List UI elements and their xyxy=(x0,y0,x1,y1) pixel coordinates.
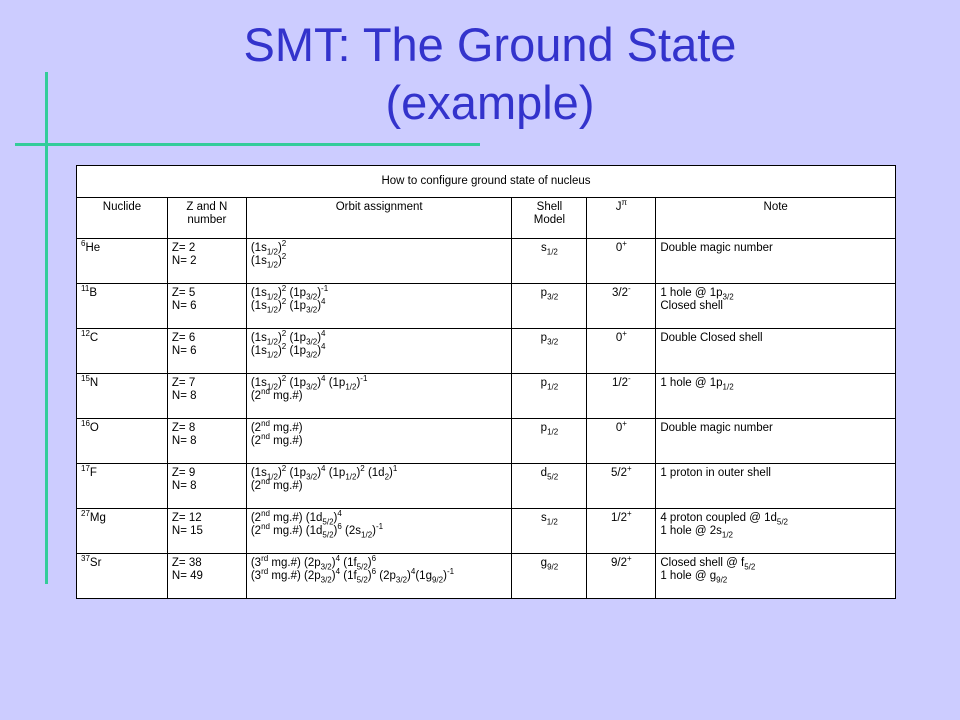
header-shell-model: Shell Model xyxy=(512,198,587,239)
nuclide-cell: $^{17}$F xyxy=(77,464,168,509)
note-cell: Double Closed shell xyxy=(656,329,896,374)
note-cell: 1 hole @ $1p_{3/2}$ Closed shell xyxy=(656,284,896,329)
jpi-cell: 0+ xyxy=(587,329,656,374)
nuclide-cell: $^6$He xyxy=(77,239,168,284)
table-row xyxy=(77,284,896,329)
nuclide-cell: $^{37}$Sr xyxy=(77,554,168,599)
jpi-cell: 5/2+ xyxy=(587,464,656,509)
shell-cell: $p_{1/2}$ xyxy=(512,419,587,464)
header-orbit-assignment: Orbit assignment xyxy=(246,198,512,239)
title-line-2: (example) xyxy=(385,76,595,129)
z-n-cell: Z= 5 N= 6 xyxy=(167,284,246,329)
shell-cell: $s_{1/2}$ xyxy=(512,239,587,284)
z-n-cell: Z= 6 N= 6 xyxy=(167,329,246,374)
note-cell: 1 proton in outer shell xyxy=(656,464,896,509)
table-header-row xyxy=(77,198,896,239)
shell-cell: $p_{3/2}$ xyxy=(512,284,587,329)
note-cell: 1 hole @ $1p_{1/2}$ xyxy=(656,374,896,419)
accent-horizontal-line xyxy=(15,143,480,146)
table-row xyxy=(77,464,896,509)
jpi-cell: 0+ xyxy=(587,419,656,464)
z-n-cell: Z= 7 N= 8 xyxy=(167,374,246,419)
orbit-cell: $(1s_{1/2})^2$ $(1s_{1/2})^2$ xyxy=(246,239,512,284)
shell-cell: $p_{1/2}$ xyxy=(512,374,587,419)
nuclide-cell: $^{27}$Mg xyxy=(77,509,168,554)
table-row xyxy=(77,374,896,419)
note-cell: Double magic number xyxy=(656,419,896,464)
nuclide-cell: $^{11}$B xyxy=(77,284,168,329)
slide-title xyxy=(110,16,870,132)
orbit-cell: $(1s_{1/2})^2$ $(1p_{3/2})^4$ $(1p_{1/2})^2$ $(1d_2)^1$ (2nd mg.#) xyxy=(246,464,512,509)
jpi-cell: 0+ xyxy=(587,239,656,284)
orbit-cell: (3rd mg.#) $(2p_{3/2})^4$ $(1f_{5/2})^6$ (3rd mg.#) $(2p_{3/2})^4$ $(1f_{5/2})^6$ $(2p_{3/2})^4(1g_{9/2})^{-1}$ xyxy=(246,554,512,599)
table-row xyxy=(77,239,896,284)
orbit-cell: (2nd mg.#) (2nd mg.#) xyxy=(246,419,512,464)
z-n-cell: Z= 8 N= 8 xyxy=(167,419,246,464)
shell-cell: $p_{3/2}$ xyxy=(512,329,587,374)
orbit-cell: $(1s_{1/2})^2$ $(1p_{3/2})^4$ $(1p_{1/2})^{-1}$ (2nd mg.#) xyxy=(246,374,512,419)
z-n-cell: Z= 2 N= 2 xyxy=(167,239,246,284)
nuclide-cell: $^{16}$O xyxy=(77,419,168,464)
orbit-cell: $(1s_{1/2})^2$ $(1p_{3/2})^4$ $(1s_{1/2})^2$ $(1p_{3/2})^4$ xyxy=(246,329,512,374)
nuclide-cell: $^{12}$C xyxy=(77,329,168,374)
header-nuclide: Nuclide xyxy=(77,198,168,239)
shell-cell: $s_{1/2}$ xyxy=(512,509,587,554)
jpi-cell: 1/2+ xyxy=(587,509,656,554)
nuclide-cell: $^{15}$N xyxy=(77,374,168,419)
shell-cell: $d_{5/2}$ xyxy=(512,464,587,509)
note-cell: 4 proton coupled @ $1d_{5/2}$ 1 hole @ $2s_{1/2}$ xyxy=(656,509,896,554)
ground-state-table xyxy=(76,165,896,599)
table-row xyxy=(77,509,896,554)
jpi-cell: 9/2+ xyxy=(587,554,656,599)
table-row xyxy=(77,419,896,464)
table-row xyxy=(77,554,896,599)
accent-vertical-line xyxy=(45,72,48,584)
note-cell: Closed shell @ $f_{5/2}$ 1 hole @ $g_{9/2}$ xyxy=(656,554,896,599)
z-n-cell: Z= 12 N= 15 xyxy=(167,509,246,554)
header-j-pi: $J^\pi$ xyxy=(587,198,656,239)
orbit-cell: (2nd mg.#) $(1d_{5/2})^4$ (2nd mg.#) $(1d_{5/2})^6$ $(2s_{1/2})^{-1}$ xyxy=(246,509,512,554)
header-note: Note xyxy=(656,198,896,239)
table-caption: How to configure ground state of nucleus xyxy=(77,166,896,198)
table-row xyxy=(77,329,896,374)
jpi-cell: 3/2- xyxy=(587,284,656,329)
jpi-cell: 1/2- xyxy=(587,374,656,419)
header-z-n-number: Z and N number xyxy=(167,198,246,239)
note-cell: Double magic number xyxy=(656,239,896,284)
shell-cell: $g_{9/2}$ xyxy=(512,554,587,599)
z-n-cell: Z= 9 N= 8 xyxy=(167,464,246,509)
title-line-1: SMT: The Ground State xyxy=(243,18,737,71)
z-n-cell: Z= 38 N= 49 xyxy=(167,554,246,599)
orbit-cell: $(1s_{1/2})^2$ $(1p_{3/2})^{-1}$ $(1s_{1/2})^2$ $(1p_{3/2})^4$ xyxy=(246,284,512,329)
